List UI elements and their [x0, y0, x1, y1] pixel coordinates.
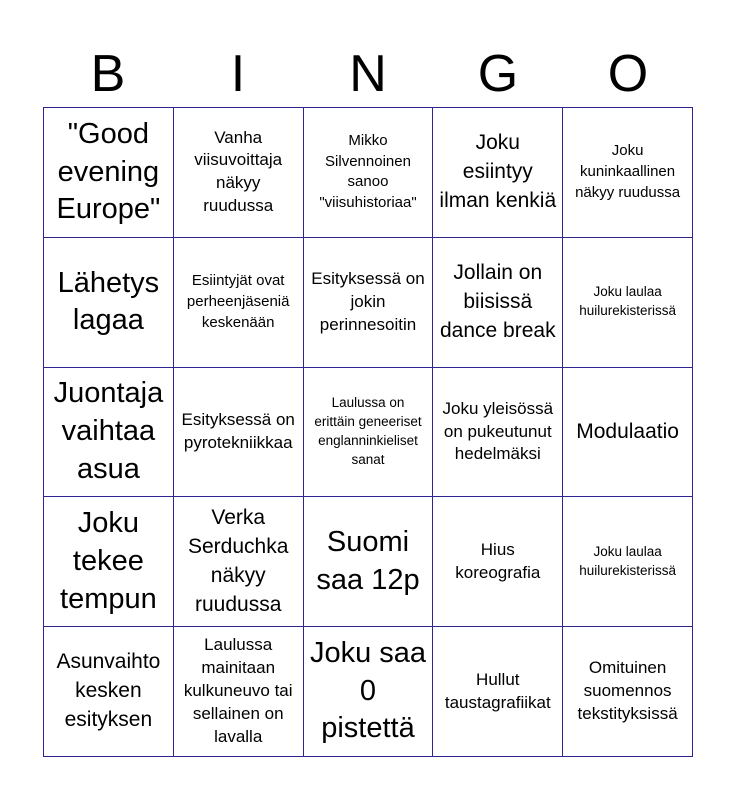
cell-text: Esityksessä on pyrotekniikkaa: [181, 410, 295, 452]
cell-text: Joku laulaa huilurekisterissä: [579, 284, 676, 319]
cell-text: Joku laulaa huilurekisterissä: [579, 543, 676, 578]
bingo-cell[interactable]: [433, 238, 563, 368]
bingo-cell[interactable]: [433, 497, 563, 627]
cell-text: Esiintyjät ovat perheenjäseniä keskenään: [186, 272, 290, 331]
bingo-cell[interactable]: [304, 497, 434, 627]
header-letter-b: B: [90, 45, 126, 103]
header-letter-g: G: [477, 45, 519, 103]
cell-text: Joku yleisössä on pukeutunut hedelmäksi: [442, 398, 554, 464]
bingo-cell[interactable]: [174, 368, 304, 498]
bingo-cell[interactable]: [44, 368, 174, 498]
bingo-cell[interactable]: [563, 238, 693, 368]
cell-text: Vanha viisuvoittaja näkyy ruudussa: [194, 127, 283, 216]
bingo-cell[interactable]: [174, 627, 304, 757]
bingo-cell[interactable]: [304, 238, 434, 368]
bingo-cell[interactable]: [44, 108, 174, 238]
cell-text: Omituinen suomennos tekstityksissä: [577, 658, 678, 724]
bingo-cell[interactable]: [304, 368, 434, 498]
cell-text: Joku kuninkaallinen näkyy ruudussa: [575, 142, 681, 201]
cell-text: Juontaja vaihtaa asua: [53, 377, 164, 485]
header-letter-i: I: [230, 45, 246, 103]
bingo-cell[interactable]: [44, 627, 174, 757]
bingo-cell[interactable]: [174, 108, 304, 238]
header-letter-n: N: [349, 45, 387, 103]
cell-text: Laulussa on erittäin geneeriset englanninkieliset sanat: [314, 395, 422, 467]
cell-text: Laulussa mainitaan kulkuneuvo tai sellainen on lavalla: [183, 635, 293, 746]
bingo-cell[interactable]: [174, 238, 304, 368]
cell-text: Esityksessä on jokin perinnesoitin: [311, 268, 425, 334]
bingo-cell[interactable]: [433, 627, 563, 757]
header-letter-o: O: [607, 45, 649, 103]
cell-text: Asunvaihto kesken esityksen: [56, 650, 161, 732]
bingo-cell[interactable]: [433, 368, 563, 498]
cell-text: Jollain on biisissä dance break: [439, 260, 556, 342]
cell-text: Hius koreografia: [455, 539, 541, 582]
bingo-header: [43, 40, 693, 108]
cell-text: Joku esiintyy ilman kenkiä: [439, 130, 557, 212]
bingo-cell[interactable]: [174, 497, 304, 627]
bingo-cell[interactable]: [563, 627, 693, 757]
cell-text: Verka Serduchka näkyy ruudussa: [187, 505, 289, 616]
cell-text: Modulaatio: [576, 419, 679, 443]
cell-text: Suomi saa 12p: [316, 526, 420, 596]
bingo-cell[interactable]: [563, 108, 693, 238]
cell-text: Lähetys lagaa: [57, 266, 160, 337]
bingo-cell[interactable]: [563, 497, 693, 627]
cell-text: Hullut taustagrafiikat: [444, 669, 551, 712]
bingo-cell[interactable]: [563, 368, 693, 498]
bingo-cell[interactable]: [304, 627, 434, 757]
bingo-grid: [43, 107, 693, 757]
cell-text: Joku saa 0 pistettä: [309, 637, 427, 745]
cell-text: Joku tekee tempun: [60, 507, 157, 615]
bingo-cell[interactable]: [44, 238, 174, 368]
cell-text: Mikko Silvennoinen sanoo "viisuhistoriaa": [319, 132, 417, 212]
bingo-cell[interactable]: [44, 497, 174, 627]
bingo-cell[interactable]: [304, 108, 434, 238]
cell-text: "Good evening Europe": [56, 117, 161, 226]
bingo-cell[interactable]: [433, 108, 563, 238]
